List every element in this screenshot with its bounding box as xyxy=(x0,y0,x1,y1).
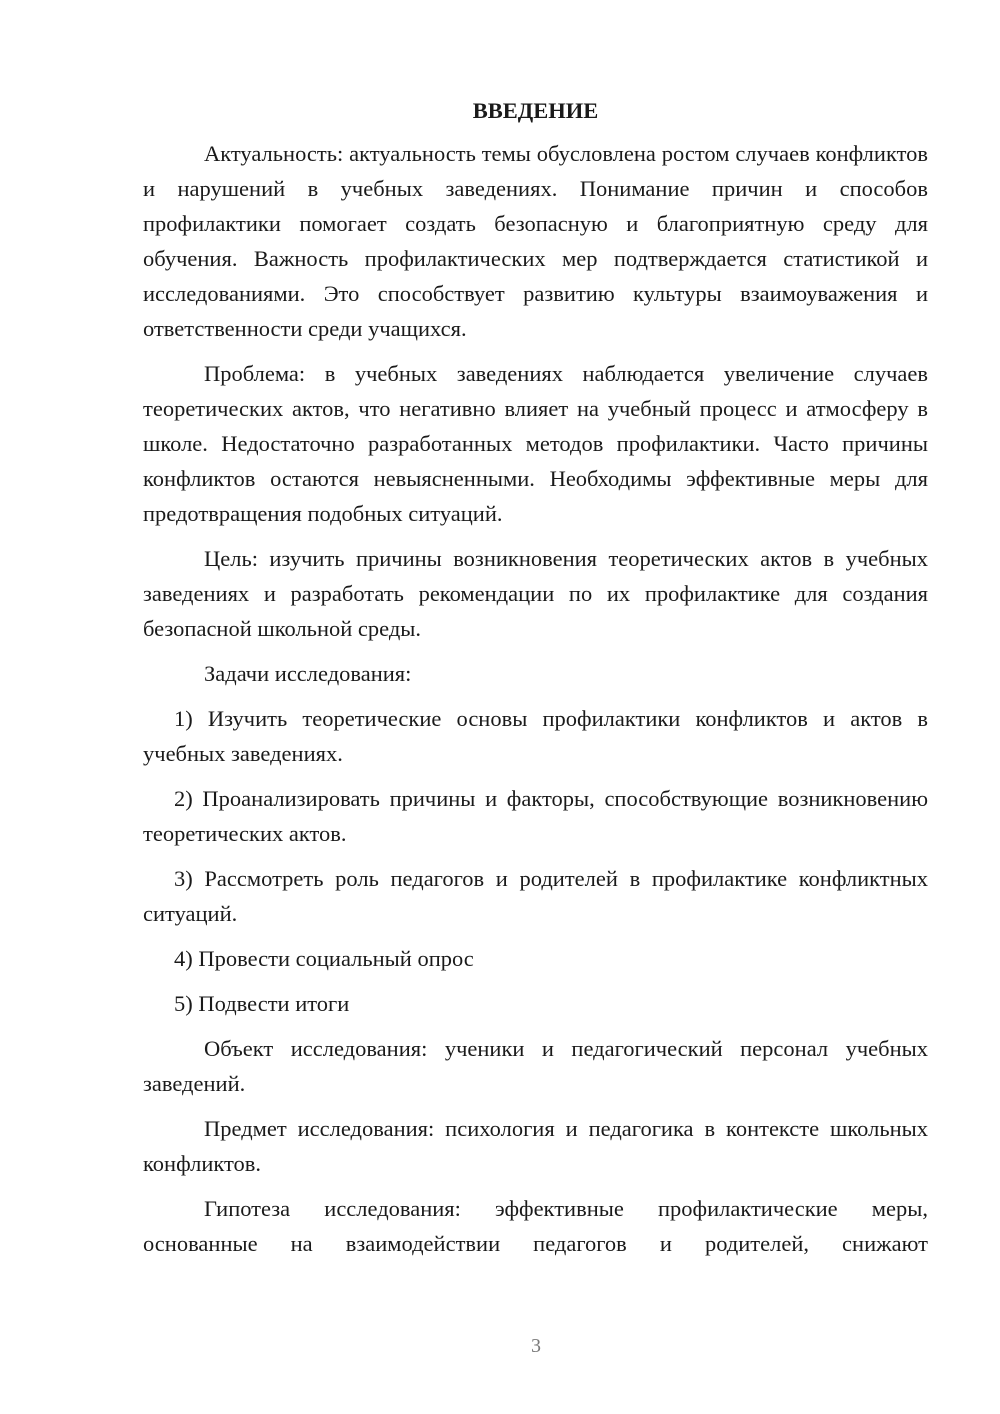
hypothesis-paragraph: Гипотеза исследования: эффективные профилактические меры, основанные на взаимодействии педагогов и родителей, снижают xyxy=(143,1196,928,1256)
relevance-paragraph: Актуальность: актуальность темы обусловлена ростом случаев конфликтов и нарушений в учебных заведениях. Понимание причин и способов профилактики помогает создать безопасную и благоприятную среду для обучения. Важность профилактических мер подтверждается статистикой и исследованиями. Это способствует развитию культуры взаимоуважения и ответственности среди учащихся. xyxy=(143,141,928,341)
page-number: 3 xyxy=(531,1335,541,1357)
page-body xyxy=(143,96,928,1271)
goal-paragraph: Цель: изучить причины возникновения теоретических актов в учебных заведениях и разработать рекомендации по их профилактике для создания безопасной школьной среды. xyxy=(143,546,928,641)
problem-paragraph: Проблема: в учебных заведениях наблюдается увеличение случаев теоретических актов, что негативно влияет на учебный процесс и атмосферу в школе. Недостаточно разработанных методов профилактики. Часто причины конфликтов остаются невыясненными. Необходимы эффективные меры для предотвращения подобных ситуаций. xyxy=(143,361,928,526)
object-paragraph: Объект исследования: ученики и педагогический персонал учебных заведений. xyxy=(143,1036,928,1096)
section-title: ВВЕДЕНИЕ xyxy=(472,98,599,123)
task-item-3: 3) Рассмотреть роль педагогов и родителей в профилактике конфликтных ситуаций. xyxy=(143,866,928,926)
task-item-1: 1) Изучить теоретические основы профилактики конфликтов и актов в учебных заведениях. xyxy=(143,706,928,766)
task-item-4: 4) Провести социальный опрос xyxy=(174,946,474,971)
task-item-5: 5) Подвести итоги xyxy=(174,991,350,1016)
subject-paragraph: Предмет исследования: психология и педагогика в контексте школьных конфликтов. xyxy=(143,1116,928,1176)
task-item-2: 2) Проанализировать причины и факторы, способствующие возникновению теоретических актов. xyxy=(143,786,928,846)
tasks-heading: Задачи исследования: xyxy=(204,661,412,686)
